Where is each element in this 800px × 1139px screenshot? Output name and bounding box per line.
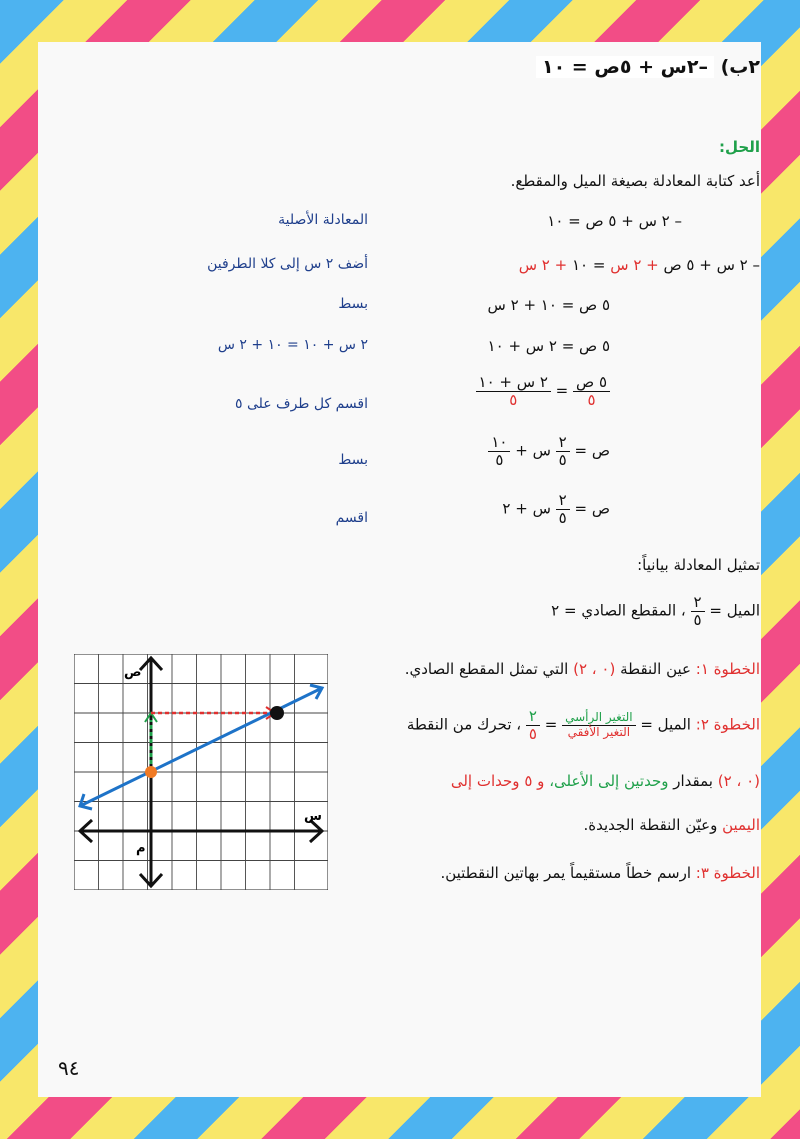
step-equation-6: ص = $\frac{٢}{٥}$ س + $\frac{١٠}{٥}$ — [488, 434, 610, 468]
problem-label: ٢ب) — [720, 56, 760, 78]
y-axis-label: ص — [124, 665, 142, 680]
step-note-5: اقسم كل طرف على ٥ — [234, 396, 368, 412]
slope-intercept-line: الميل = $\frac{٢}{٥}$ ، المقطع الصادي = ٢ — [551, 593, 760, 629]
problem-equation: –٢س + ٥ص = ١٠ — [536, 56, 714, 78]
second-point — [270, 706, 284, 720]
step-note-7: اقسم — [335, 510, 368, 526]
step-equation-3: ٥ ص = ١٠ + ٢ س — [487, 296, 610, 314]
y-intercept-point — [145, 766, 157, 778]
step-note-3: بسط — [338, 296, 368, 312]
step-equation-4: ٥ ص = ٢ س + ١٠ — [487, 337, 610, 355]
step-note-2: أضف ٢ س إلى كلا الطرفين — [207, 256, 368, 272]
step-2-text-line3: اليمين وعيّن النقطة الجديدة. — [583, 816, 760, 834]
origin-label: م — [136, 841, 146, 856]
intro-text: أعد كتابة المعادلة بصيغة الميل والمقطع. — [510, 172, 760, 190]
step-2-text: الخطوة ٢: الميل = $\frac{\text{التغير الرأسي}}{\text{التغير الأفقي}}$ = $\frac{٢}{٥}$ ، تحرك من النقطة — [406, 707, 760, 743]
step-3-text: الخطوة ٣: ارسم خطاً مستقيماً يمر بهاتين النقطتين. — [440, 864, 760, 882]
step-equation-2: – ٢ س + ٥ ص + ٢ س = ١٠ + ٢ س — [518, 256, 760, 274]
problem-heading — [536, 56, 760, 78]
step-note-1: المعادلة الأصلية — [278, 212, 368, 228]
x-axis-label: س — [304, 809, 322, 824]
solution-label: الحل: — [719, 138, 760, 156]
step-equation-1: – ٢ س + ٥ ص = ١٠ — [547, 212, 682, 230]
coordinate-graph — [74, 654, 328, 890]
step-note-4: ٢ س + ١٠ = ١٠ + ٢ س — [217, 337, 368, 353]
step-note-6: بسط — [338, 452, 368, 468]
graph-intro: تمثيل المعادلة بيانياً: — [637, 556, 760, 574]
step-2-text-line2: (٠ ، ٢) بمقدار وحدتين إلى الأعلى، و ٥ وحدات إلى — [450, 772, 760, 790]
step-equation-7: ص = $\frac{٢}{٥}$ س + ٢ — [502, 491, 610, 527]
page-number: ٩٤ — [58, 1056, 80, 1080]
step-1-text: الخطوة ١: عين النقطة (٠ ، ٢) التي تمثل المقطع الصادي. — [404, 660, 760, 678]
step-equation-5: $\frac{\text{٥ ص}}{٥}$ = $\frac{\text{٢ س + ١٠}}{٥}$ — [476, 374, 610, 408]
